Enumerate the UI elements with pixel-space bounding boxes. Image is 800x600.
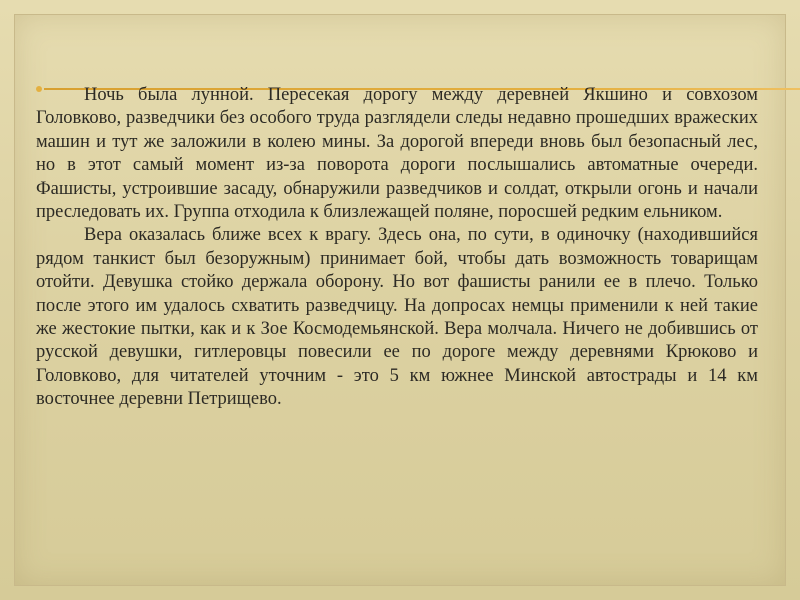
paragraph-1: Ночь была лунной. Пересекая дорогу между деревней Якшино и совхозом Головково, разведчики без особого труда разглядели следы недавно прошедших вражеских машин и тут же заложили в колею мины. За дорогой впереди вновь был безопасный лес, но в этот самый момент из-за поворота дороги послышались автоматные очереди. Фашисты, устроившие засаду, обнаружили разведчиков и солдат, открыли огонь и начали преследовать их. Группа отходила к близлежащей поляне, поросшей редким ельником. <box>36 85 758 223</box>
slide-text <box>36 84 758 412</box>
paragraph-2: Вера оказалась ближе всех к врагу. Здесь она, по сути, в одиночку (находившийся рядом танкист был безоружным) принимает бой, чтобы дать возможность товарищам отойти. Девушка стойко держала оборону. Но вот фашисты ранили ее в плечо. Только после этого им удалось схватить разведчицу. На допросах немцы применили к ней такие же жестокие пытки, как и к Зое Космодемьянской. Вера молчала. Ничего не добившись от русской девушки, гитлеровцы повесили ее по дороге между деревнями Крюково и Головково, для читателей уточним - это 5 км южнее Минской автострады и 14 км восточнее деревни Петрищево. <box>36 225 758 410</box>
